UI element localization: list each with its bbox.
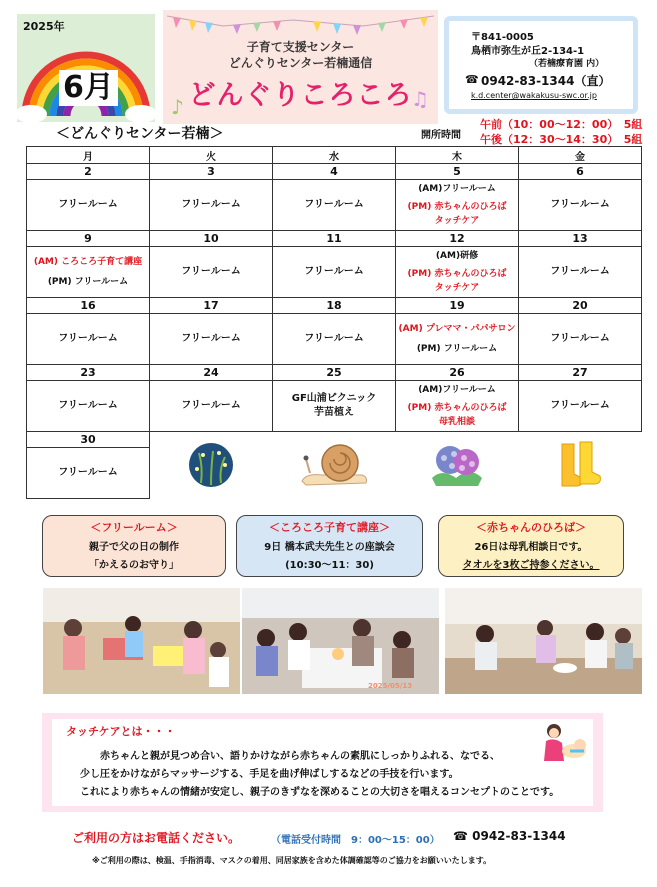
day-event xyxy=(396,247,519,298)
email-link[interactable]: k.d.center@wakakusu-swc.or.jp xyxy=(471,91,597,100)
day-event: フリールーム xyxy=(150,247,273,298)
day-event: フリールーム xyxy=(519,247,642,298)
svg-text:♪: ♪ xyxy=(171,95,184,119)
day-number: 20 xyxy=(519,298,642,314)
month-badge xyxy=(17,14,155,122)
weekday-tue: 火 xyxy=(150,147,273,164)
calendar-table xyxy=(26,146,642,499)
day-number: 3 xyxy=(150,164,273,180)
touch-care-text: 少し圧をかけながらマッサージする、手足を曲げ伸ばしするなどの手技を行います。 xyxy=(80,769,459,780)
day-number: 12 xyxy=(396,231,519,247)
day-number: 9 xyxy=(27,231,150,247)
day-event xyxy=(396,314,519,365)
event-main: GF山浦ピクニック xyxy=(291,393,377,404)
day-number: 16 xyxy=(27,298,150,314)
decor-cell xyxy=(150,432,273,499)
hours-label: 開所時間 xyxy=(421,130,461,141)
info-title: ＜フリールーム＞ xyxy=(90,521,178,534)
info-line: (10:30～11：30) xyxy=(285,560,374,571)
info-line: タオルを3枚ご持参ください。 xyxy=(462,560,600,571)
day-event xyxy=(27,247,150,298)
svg-text:♫: ♫ xyxy=(411,87,429,111)
rain-boots-icon xyxy=(550,438,610,490)
event-pm-detail: タッチケア xyxy=(434,283,480,293)
photo-image xyxy=(242,588,439,694)
day-event: フリールーム xyxy=(150,381,273,432)
event-pm-detail: 母乳相談 xyxy=(438,417,475,427)
weekday-thu: 木 xyxy=(396,147,519,164)
day-number: 5 xyxy=(396,164,519,180)
info-free-room xyxy=(42,515,226,577)
hydrangea-icon xyxy=(422,438,492,490)
day-number: 25 xyxy=(273,365,396,381)
info-title: ＜赤ちゃんのひろば＞ xyxy=(476,521,586,534)
day-number: 23 xyxy=(27,365,150,381)
event-pm: (PM) 赤ちゃんのひろば xyxy=(407,269,507,279)
day-number: 24 xyxy=(150,365,273,381)
weekday-mon: 月 xyxy=(27,147,150,164)
page-title: どんぐりころころ xyxy=(188,80,413,111)
day-number: 6 xyxy=(519,164,642,180)
decor-cell xyxy=(519,432,642,499)
decor-cell xyxy=(396,432,519,499)
event-detail: 芋苗植え xyxy=(314,407,354,418)
info-line: 26日は母乳相談日です。 xyxy=(474,542,588,553)
event-pm: (PM) 赤ちゃんのひろば xyxy=(407,403,507,413)
info-title: ＜ころころ子育て講座＞ xyxy=(269,521,390,534)
info-hiroba xyxy=(438,515,624,577)
day-number: 30 xyxy=(27,432,150,448)
footer-phone: ☎ 0942-83-1344 xyxy=(453,829,566,843)
pm-hours: 午後（12：30～14：30） 5組 xyxy=(480,133,643,146)
day-event xyxy=(396,381,519,432)
day-event: フリールーム xyxy=(150,314,273,365)
day-number: 13 xyxy=(519,231,642,247)
decor-cell xyxy=(273,432,396,499)
day-event: フリールーム xyxy=(273,314,396,365)
day-event: フリールーム xyxy=(273,247,396,298)
day-number: 11 xyxy=(273,231,396,247)
footer-note: ※ご利用の際は、検温、手指消毒、マスクの着用、同居家族を含めた体調確認等のご協力をお願いいたします。 xyxy=(92,856,492,865)
newsletter-name: どんぐりセンター若楠通信 xyxy=(228,56,373,70)
day-event: フリールーム xyxy=(150,180,273,231)
day-number: 17 xyxy=(150,298,273,314)
postal-code: 〒841-0005 xyxy=(471,32,534,43)
info-line: 親子で父の日の制作 xyxy=(89,542,179,553)
weekday-wed: 水 xyxy=(273,147,396,164)
day-event: フリールーム xyxy=(519,180,642,231)
day-event: フリールーム xyxy=(27,314,150,365)
phone-icon: ☎ xyxy=(465,73,479,86)
snail-icon xyxy=(296,439,372,489)
mother-baby-icon xyxy=(540,721,590,765)
address: 鳥栖市弥生が丘2-134-1 xyxy=(471,46,585,57)
touch-care-panel xyxy=(42,713,603,812)
day-event: フリールーム xyxy=(273,180,396,231)
footer-hours: （電話受付時間 9：00～15：00） xyxy=(271,835,440,846)
bunting-icon xyxy=(163,10,438,40)
footer-call-text: ご利用の方はお電話ください。 xyxy=(72,831,241,845)
event-am: (AM)フリールーム xyxy=(418,184,496,194)
contact-card xyxy=(444,16,638,114)
event-am: (AM)フリールーム xyxy=(418,385,496,395)
building: （若楠療育園 内） xyxy=(529,59,605,69)
event-am: (AM) プレママ・パパサロン xyxy=(398,324,516,334)
day-event: フリールーム xyxy=(27,381,150,432)
day-event: フリールーム xyxy=(27,180,150,231)
day-number: 2 xyxy=(27,164,150,180)
event-pm: (PM) フリールーム xyxy=(47,277,129,287)
day-event xyxy=(273,381,396,432)
day-number: 18 xyxy=(273,298,396,314)
am-hours: 午前（10：00～12：00） 5組 xyxy=(480,118,643,131)
touch-care-text: 赤ちゃんと親が見つめ合い、語りかけながら赤ちゃんの素肌にしっかりふれる、なでる、 xyxy=(100,751,500,762)
info-line: 「かえるのお守り」 xyxy=(89,560,179,571)
center-name: 子育て支援センター xyxy=(246,40,355,54)
center-section-label: ＜どんぐりセンター若楠＞ xyxy=(56,126,224,142)
day-number: 26 xyxy=(396,365,519,381)
day-event xyxy=(396,180,519,231)
info-koza xyxy=(236,515,423,577)
photo-image xyxy=(43,588,240,694)
photo-hiroba xyxy=(445,588,642,694)
weekday-fri: 金 xyxy=(519,147,642,164)
info-line: 9日 橋本武夫先生との座談会 xyxy=(264,542,395,553)
day-event: フリールーム xyxy=(519,381,642,432)
touch-care-body xyxy=(52,719,593,806)
touch-care-title: タッチケアとは・・・ xyxy=(66,725,176,738)
day-number: 4 xyxy=(273,164,396,180)
photo-timestamp: 2025/05/13 xyxy=(368,682,413,690)
photo-koza xyxy=(242,588,439,694)
event-am: (AM) ころころ子育て講座 xyxy=(33,257,143,267)
touch-care-text: これにより赤ちゃんの情緒が安定し、親子のきずなを深めることの大切さを唱えるコンセプトのことです。 xyxy=(80,787,560,798)
month-label: 6月 xyxy=(59,70,118,106)
day-event: フリールーム xyxy=(27,448,150,499)
day-number: 27 xyxy=(519,365,642,381)
day-number: 19 xyxy=(396,298,519,314)
firefly-icon xyxy=(181,439,241,489)
event-pm: (PM) 赤ちゃんのひろば xyxy=(407,202,507,212)
photo-free-room xyxy=(43,588,240,694)
event-am: (AM)研修 xyxy=(435,251,479,261)
event-pm: (PM) フリールーム xyxy=(416,344,498,354)
photo-image xyxy=(445,588,642,694)
phone-number: 0942-83-1344（直） xyxy=(481,74,611,88)
day-event: フリールーム xyxy=(519,314,642,365)
event-pm-detail: タッチケア xyxy=(434,216,480,226)
day-number: 10 xyxy=(150,231,273,247)
title-banner xyxy=(163,10,438,124)
year-label: 2025年 xyxy=(23,20,65,33)
